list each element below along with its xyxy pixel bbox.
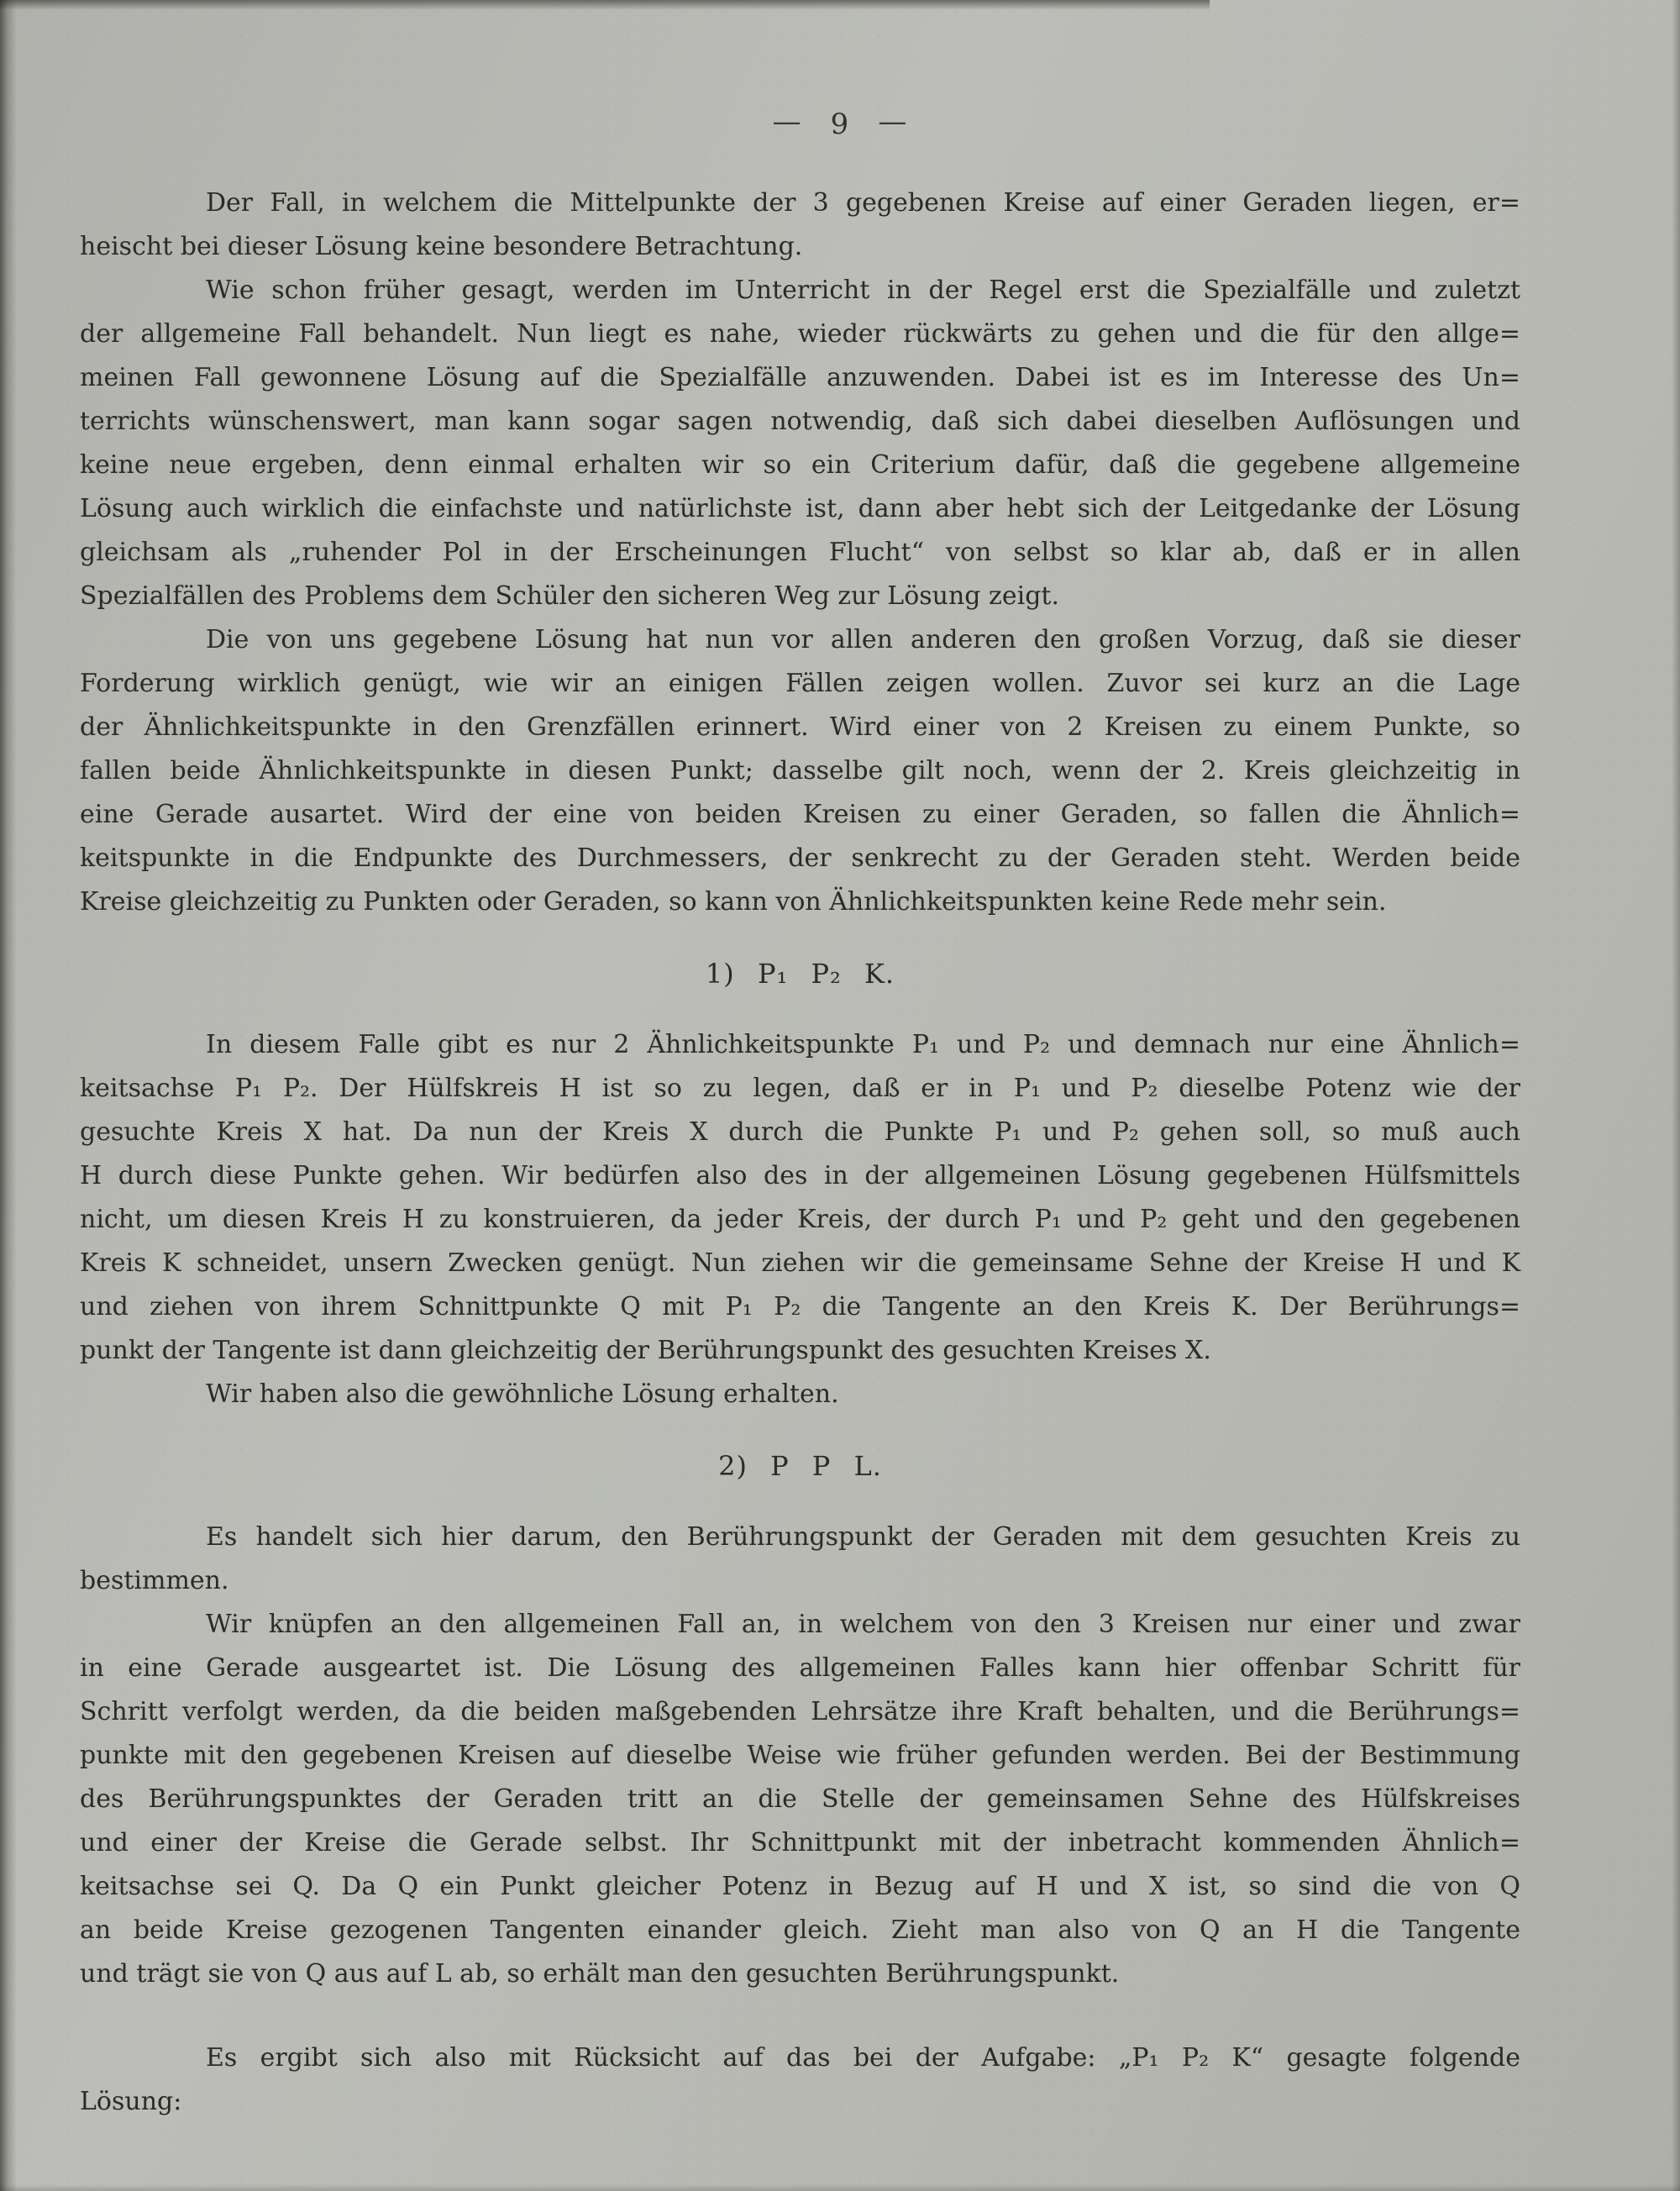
text-line: meinen Fall gewonnene Lösung auf die Spezialfälle anzuwenden. Dabei ist es im Interesse des Un= [80,363,1520,392]
text-line: und einer der Kreise die Gerade selbst. Ihr Schnittpunkt mit der inbetracht kommenden Ähnlich= [80,1828,1520,1857]
text-line: heischt bei dieser Lösung keine besondere Betrachtung. [80,232,803,261]
text-line: keitsachse sei Q. Da Q ein Punkt gleicher Potenz in Bezug auf H und X ist, so sind die von Q [80,1872,1520,1901]
text-line: der allgemeine Fall behandelt. Nun liegt es nahe, wieder rückwärts zu gehen und die für den allge= [80,319,1520,349]
text-line: nicht, um diesen Kreis H zu konstruieren, da jeder Kreis, der durch P₁ und P₂ geht und den gegebenen [80,1205,1520,1234]
text-line: Kreise gleichzeitig zu Punkten oder Geraden, so kann von Ähnlichkeitspunkten keine Rede mehr sein. [80,887,1387,917]
text-line: der Ähnlichkeitspunkte in den Grenzfällen erinnert. Wird einer von 2 Kreisen zu einem Punkte, so [80,712,1520,742]
text-line: Lösung: [80,2087,182,2116]
text-line: gesuchte Kreis X hat. Da nun der Kreis X durch die Punkte P₁ und P₂ gehen soll, so muß auch [80,1117,1520,1147]
text-line: Spezialfällen des Problems dem Schüler den sicheren Weg zur Lösung zeigt. [80,581,1059,611]
text-line: punkte mit den gegebenen Kreisen auf dieselbe Weise wie früher gefunden werden. Bei der Bestimmung [80,1741,1520,1770]
text-line: bestimmen. [80,1566,229,1595]
text-line: Wie schon früher gesagt, werden im Unterricht in der Regel erst die Spezialfälle und zuletzt [206,276,1520,305]
text-line: In diesem Falle gibt es nur 2 Ähnlichkeitspunkte P₁ und P₂ und demnach nur eine Ähnlich= [206,1030,1520,1059]
text-line: und ziehen von ihrem Schnittpunkte Q mit P₁ P₂ die Tangente an den Kreis K. Der Berührungs= [80,1292,1520,1321]
text-line: punkt der Tangente ist dann gleichzeitig der Berührungspunkt des gesuchten Kreises X. [80,1336,1211,1365]
text-line: keitspunkte in die Endpunkte des Durchmessers, der senkrecht zu der Geraden steht. Werden beide [80,843,1520,873]
paragraph-intro-special-case [80,181,1520,269]
text-line: eine Gerade ausartet. Wird der eine von beiden Kreisen zu einer Geraden, so fallen die Ähnlich= [80,800,1520,829]
text-line: an beide Kreise gezogenen Tangenten einander gleich. Zieht man also von Q an H die Tangente [80,1915,1520,1945]
page-number: 9 [830,108,850,141]
scan-edge-shadow-right [1672,0,1680,2191]
text-line: Kreis K schneidet, unsern Zwecken genügt. Nun ziehen wir die gemeinsame Sehne der Kreise H und K [80,1248,1520,1278]
scan-edge-shadow-bottom [0,2184,1680,2191]
paragraph-teaching-method [80,269,1520,618]
text-line: und trägt sie von Q aus auf L ab, so erhält man den gesuchten Berührungspunkt. [80,1959,1120,1989]
text-line: H durch diese Punkte gehen. Wir bedürfen also des in der allgemeinen Lösung gegebenen Hülfsmittels [80,1161,1520,1190]
text-line: Forderung wirklich genügt, wie wir an einigen Fällen zeigen wollen. Zuvor sei kurz an die Lage [80,669,1520,698]
text-line: Wir knüpfen an den allgemeinen Fall an, in welchem von den 3 Kreisen nur einer und zwar [206,1610,1520,1639]
paragraph-case-1 [80,1023,1520,1373]
text-line: Wir haben also die gewöhnliche Lösung erhalten. [206,1379,839,1409]
scan-edge-shadow-left [0,0,17,2191]
text-line: keitsachse P₁ P₂. Der Hülfskreis H ist so zu legen, daß er in P₁ und P₂ dieselbe Potenz wie der [80,1074,1520,1103]
text-line: in eine Gerade ausgeartet ist. Die Lösung des allgemeinen Falles kann hier offenbar Schritt für [80,1653,1520,1683]
text-line: Die von uns gegebene Lösung hat nun vor allen anderen den großen Vorzug, daß sie dieser [206,625,1520,654]
header-dash-left: — [772,105,802,139]
text-line: Schritt verfolgt werden, da die beiden maßgebenden Lehrsätze ihre Kraft behalten, und die Berührungs= [80,1697,1520,1726]
paragraph-case-2-goal [80,1516,1520,1603]
text-line: des Berührungspunktes der Geraden tritt an die Stelle der gemeinsamen Sehne des Hülfskreises [80,1784,1520,1814]
text-line: keine neue ergeben, denn einmal erhalten wir so ein Criterium dafür, daß die gegebene allgemeine [80,450,1520,480]
text-line: gleichsam als „ruhender Pol in der Erscheinungen Flucht“ von selbst so klar ab, daß er in allen [80,538,1520,567]
text-line: Es handelt sich hier darum, den Berührungspunkt der Geraden mit dem gesuchten Kreis zu [206,1522,1520,1552]
header-dash-right: — [878,105,908,139]
section-heading-2: 2) P P L. [718,1450,882,1482]
text-line: Der Fall, in welchem die Mittelpunkte der 3 gegebenen Kreise auf einer Geraden liegen, er= [206,188,1520,218]
paragraph-case-2-derivation [80,1603,1520,1996]
scan-edge-shadow-top [0,0,1210,10]
paragraph-usual-solution [80,1373,1520,1416]
paragraph-similarity-points [80,618,1520,924]
text-line: Es ergibt sich also mit Rücksicht auf das bei der Aufgabe: „P₁ P₂ K“ gesagte folgende [206,2043,1520,2073]
paragraph-conclusion [80,2036,1520,2124]
text-line: terrichts wünschenswert, man kann sogar sagen notwendig, daß sich dabei dieselben Auflösungen und [80,407,1520,436]
text-line: Lösung auch wirklich die einfachste und natürlichste ist, dann aber hebt sich der Leitgedanke der Lösung [80,494,1520,523]
page-number-header [0,105,1680,141]
section-heading-1: 1) P₁ P₂ K. [705,958,895,990]
text-line: fallen beide Ähnlichkeitspunkte in diesen Punkt; dasselbe gilt noch, wenn der 2. Kreis gleichzeitig in [80,756,1520,786]
text-block [80,181,1520,2124]
